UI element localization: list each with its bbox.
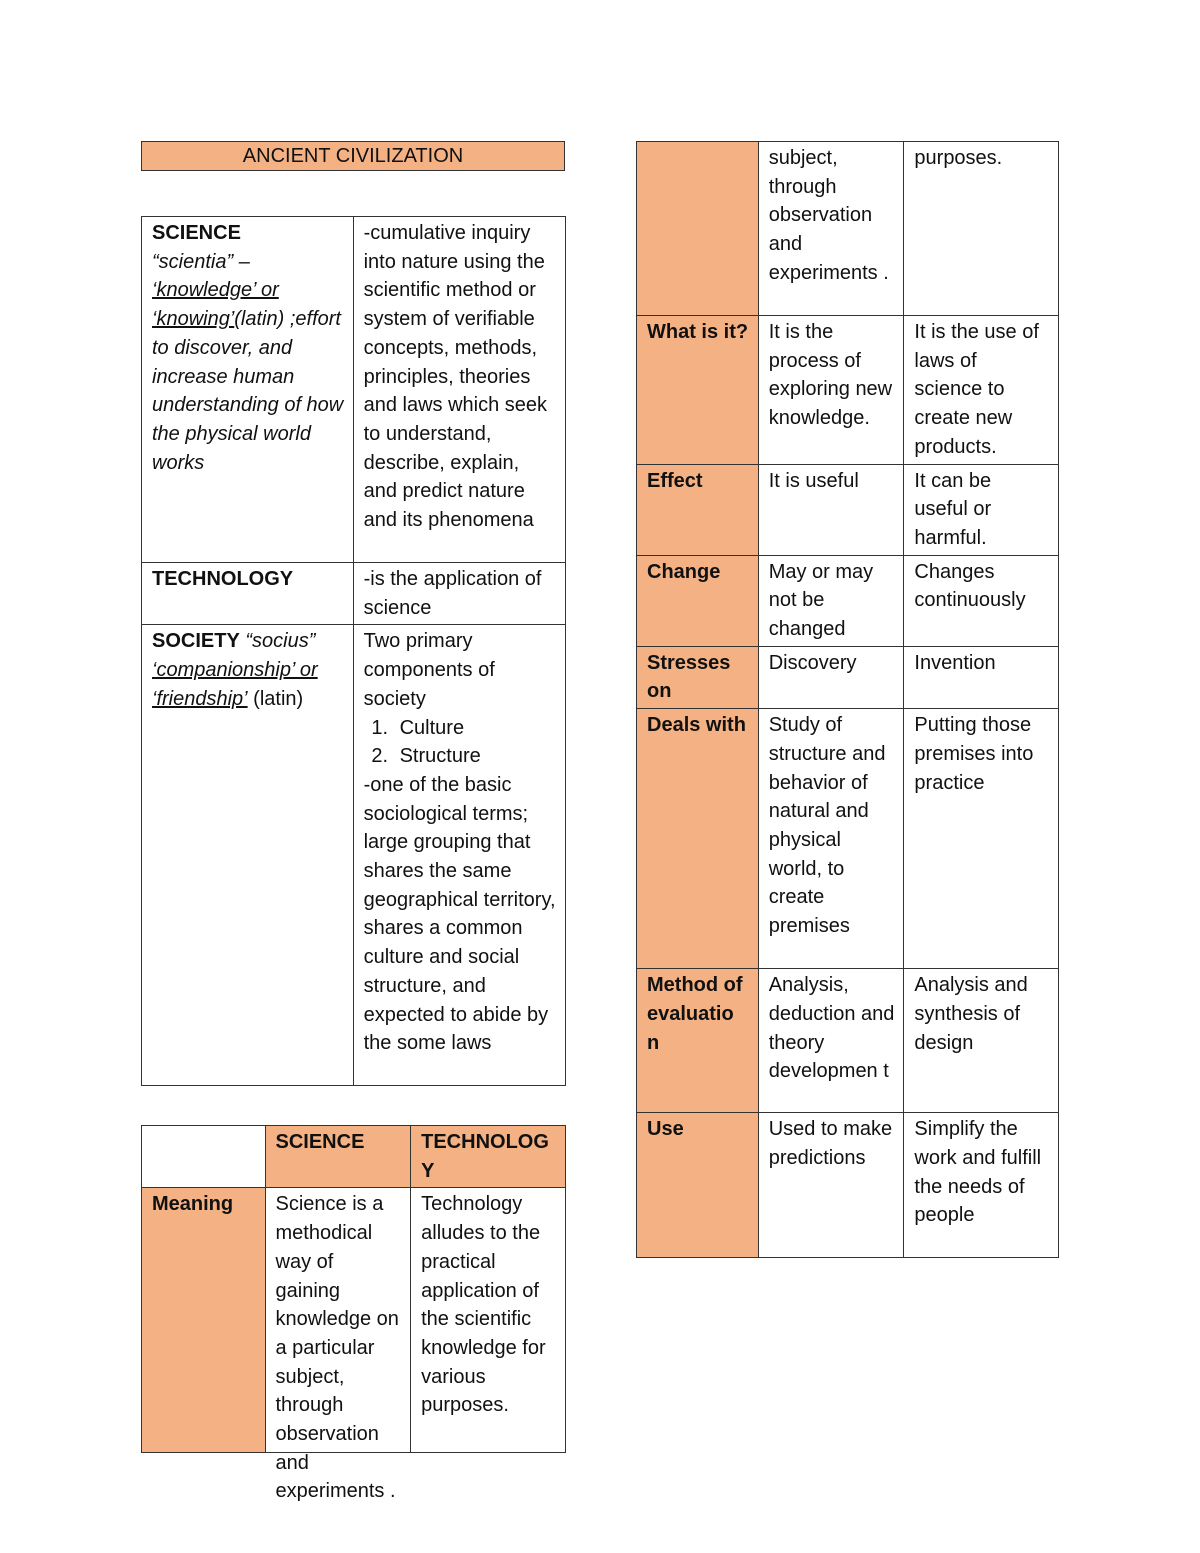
change-technology: Changes continuously xyxy=(904,555,1059,646)
stresses-on-science: Discovery xyxy=(758,646,904,708)
society-components-list xyxy=(364,714,556,771)
science-etymology-note: (latin) ;effort to discover, and increase human understanding of how the physical world works xyxy=(152,308,344,474)
science-etymology-latin: “scientia” – xyxy=(152,250,250,273)
meaning-technology-text: Technology alludes to the practical application of the scientific knowledge for various purposes. xyxy=(421,1193,546,1417)
row-label-stresses-on: Stresses on xyxy=(637,646,759,708)
science-etymology xyxy=(152,251,343,474)
science-term: SCIENCE xyxy=(152,222,241,244)
society-etymology-latin: “socius” xyxy=(239,630,316,653)
use-technology: Simplify the work and fulfill the needs of people xyxy=(904,1113,1059,1258)
table-row xyxy=(142,217,566,563)
effect-technology: It can be useful or harmful. xyxy=(904,464,1059,555)
comparison-table-part-1 xyxy=(141,1125,566,1503)
deals-with-science: Study of structure and behavior of natural and physical world, to create premises xyxy=(758,709,904,969)
meaning-technology-continued: purposes. xyxy=(904,142,1059,316)
method-of-evaluation-technology: Analysis and synthesis of design xyxy=(904,969,1059,1113)
table-row xyxy=(637,709,1059,969)
header-empty xyxy=(142,1126,266,1188)
deals-with-technology: Putting those premises into practice xyxy=(904,709,1059,969)
science-definition: -cumulative inquiry into nature using the scientific method or system of verifiable concepts, methods, principles, theories and laws which seek to understand, describe, explain, and predict nature and its phenomena xyxy=(353,217,565,563)
table-header-row xyxy=(142,1126,566,1188)
row-label-method-of-evaluation: Method of evaluatio n xyxy=(637,969,759,1113)
table-row xyxy=(637,464,1059,555)
row-label-what-is-it: What is it? xyxy=(637,316,759,465)
table-row xyxy=(142,625,566,1086)
table-row xyxy=(142,563,566,625)
society-definition-cell xyxy=(353,625,565,1086)
table-row xyxy=(637,969,1059,1113)
society-intro: Two primary components of society xyxy=(363,630,495,710)
table-row xyxy=(637,316,1059,465)
list-item: 1. Culture xyxy=(394,714,556,743)
table-row xyxy=(637,646,1059,708)
society-etymology-note: (latin) xyxy=(247,687,304,710)
science-etymology-meaning: ‘knowledge’ or ‘knowing’ xyxy=(152,279,279,331)
header-science: SCIENCE xyxy=(265,1126,411,1188)
society-definition: -one of the basic sociological terms; large grouping that shares the same geographical territory, shares a common culture and social structure, and expected to abide by the some laws xyxy=(363,773,556,1055)
row-label-meaning: Meaning xyxy=(142,1188,266,1453)
method-of-evaluation-science: Analysis, deduction and theory developmen t xyxy=(758,969,904,1113)
comparison-table-part-2 xyxy=(636,141,1059,1258)
meaning-science-continued: subject, through observation and experiments . xyxy=(758,142,904,316)
row-label-effect: Effect xyxy=(637,464,759,555)
continuation-label xyxy=(637,142,759,316)
meaning-technology xyxy=(411,1188,566,1453)
list-item: 2. Structure xyxy=(394,742,556,771)
row-label-deals-with: Deals with xyxy=(637,709,759,969)
technology-definition: -is the application of science xyxy=(353,563,565,625)
society-etymology-meaning: ‘companionship’ or ‘friendship’ xyxy=(152,659,318,710)
change-science: May or may not be changed xyxy=(758,555,904,646)
society-term-cell xyxy=(142,625,354,1086)
effect-science: It is useful xyxy=(758,464,904,555)
technology-term: TECHNOLOGY xyxy=(142,563,354,625)
document-title: ANCIENT CIVILIZATION xyxy=(141,141,565,171)
row-label-change: Change xyxy=(637,555,759,646)
header-technology: TECHNOLOG Y xyxy=(411,1126,566,1188)
table-row xyxy=(142,1188,566,1453)
society-term: SOCIETY xyxy=(152,630,240,653)
science-term-cell xyxy=(142,217,354,563)
table-row xyxy=(637,142,1059,316)
what-is-it-science: It is the process of exploring new knowledge. xyxy=(758,316,904,465)
table-row xyxy=(637,1113,1059,1258)
table-row xyxy=(637,555,1059,646)
what-is-it-technology: It is the use of laws of science to create new products. xyxy=(904,316,1059,465)
meaning-science-text: Science is a methodical way of gaining knowledge on a particular subject, through observation and experiments . xyxy=(275,1193,399,1503)
stresses-on-technology: Invention xyxy=(904,646,1059,708)
row-label-use: Use xyxy=(637,1113,759,1258)
use-science: Used to make predictions xyxy=(758,1113,904,1258)
meaning-science xyxy=(265,1188,411,1503)
definitions-table xyxy=(141,216,566,1086)
